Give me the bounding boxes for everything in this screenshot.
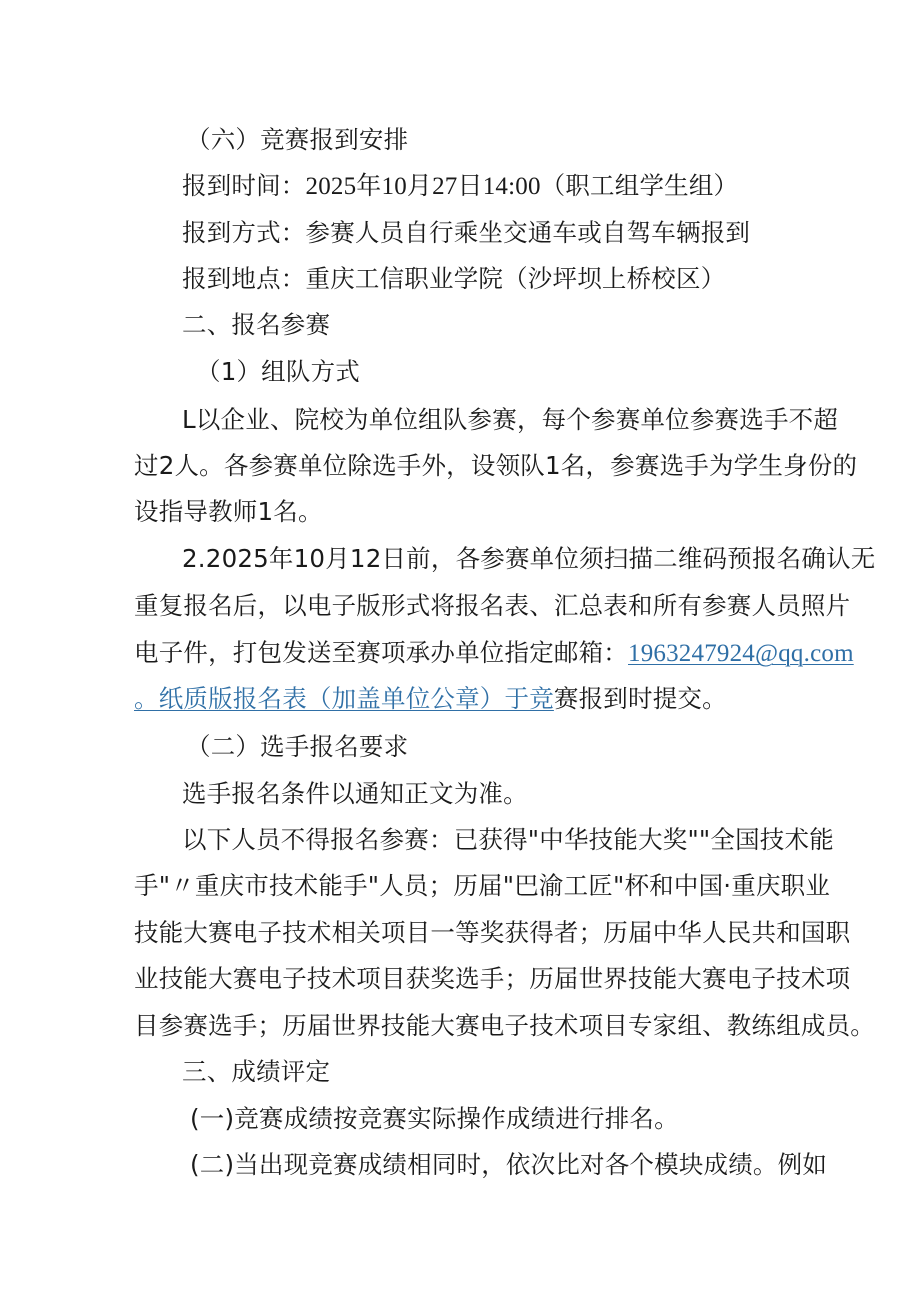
requirement-2-line-1: 以下人员不得报名参赛：已获得"中华技能大奖""全国技术能 <box>182 825 834 854</box>
checkin-time-note: （职工组学生组） <box>540 171 739 200</box>
email-link-continued[interactable]: 。纸质版报名表（加盖单位公章）于竞 <box>134 684 554 713</box>
team-formation-title: （1）组队方式 <box>196 357 360 386</box>
checkin-time <box>182 170 738 203</box>
section-three-title: 三、成绩评定 <box>182 1057 331 1086</box>
checkin-method: 报到方式：参赛人员自行乘坐交通车或自驾车辆报到 <box>182 218 751 247</box>
section-two-title: 二、报名参赛 <box>182 310 331 339</box>
checkin-time-label: 报到时间： <box>182 171 306 200</box>
para-1-line-1: L以企业、院校为单位组队参赛，每个参赛单位参赛选手不超 <box>182 405 839 434</box>
requirement-2-line-2: 手"〃重庆市技术能手"人员；历届"巴渝工匠"杯和中国·重庆职业 <box>134 871 831 900</box>
para-2-line-2: 重复报名后，以电子版形式将报名表、汇总表和所有参赛人员照片 <box>134 591 851 620</box>
para-2-line-4 <box>134 683 727 715</box>
requirement-2-line-5: 目参赛选手；历届世界技能大赛电子技术项目专家组、教练组成员。 <box>134 1011 875 1040</box>
requirement-2-line-4: 业技能大赛电子技术项目获奖选手；历届世界技能大赛电子技术项 <box>134 964 851 993</box>
section-six-title: （六）竞赛报到安排 <box>186 125 409 154</box>
entry-requirements-title: （二）选手报名要求 <box>186 732 409 761</box>
checkin-time-value: 2025年10月27日14:00 <box>305 173 541 200</box>
requirement-2-line-3: 技能大赛电子技术相关项目一等奖获得者；历届中华人民共和国职 <box>134 918 851 947</box>
para-2-line-3 <box>134 637 854 670</box>
scoring-rule-1: (一)竞赛成绩按竞赛实际操作成绩进行排名。 <box>190 1104 679 1133</box>
para-1-line-2: 过2人。各参赛单位除选手外，设领队1名，参赛选手为学生身份的 <box>134 451 858 480</box>
para-2-line-3-text: 电子件，打包发送至赛项承办单位指定邮箱： <box>134 638 628 667</box>
requirement-1: 选手报名条件以通知正文为准。 <box>182 779 528 808</box>
para-1-line-3: 设指导教师1名。 <box>134 497 323 526</box>
checkin-place: 报到地点：重庆工信职业学院（沙坪坝上桥校区） <box>182 264 726 293</box>
para-2-line-1: 2.2025年10月12日前，各参赛单位须扫描二维码预报名确认无 <box>182 544 876 573</box>
email-link[interactable]: 1963247924@qq.com <box>628 640 854 667</box>
scoring-rule-2: (二)当出现竞赛成绩相同时，依次比对各个模块成绩。例如 <box>190 1150 828 1179</box>
para-2-line-4-rest: 赛报到时提交。 <box>553 684 727 713</box>
